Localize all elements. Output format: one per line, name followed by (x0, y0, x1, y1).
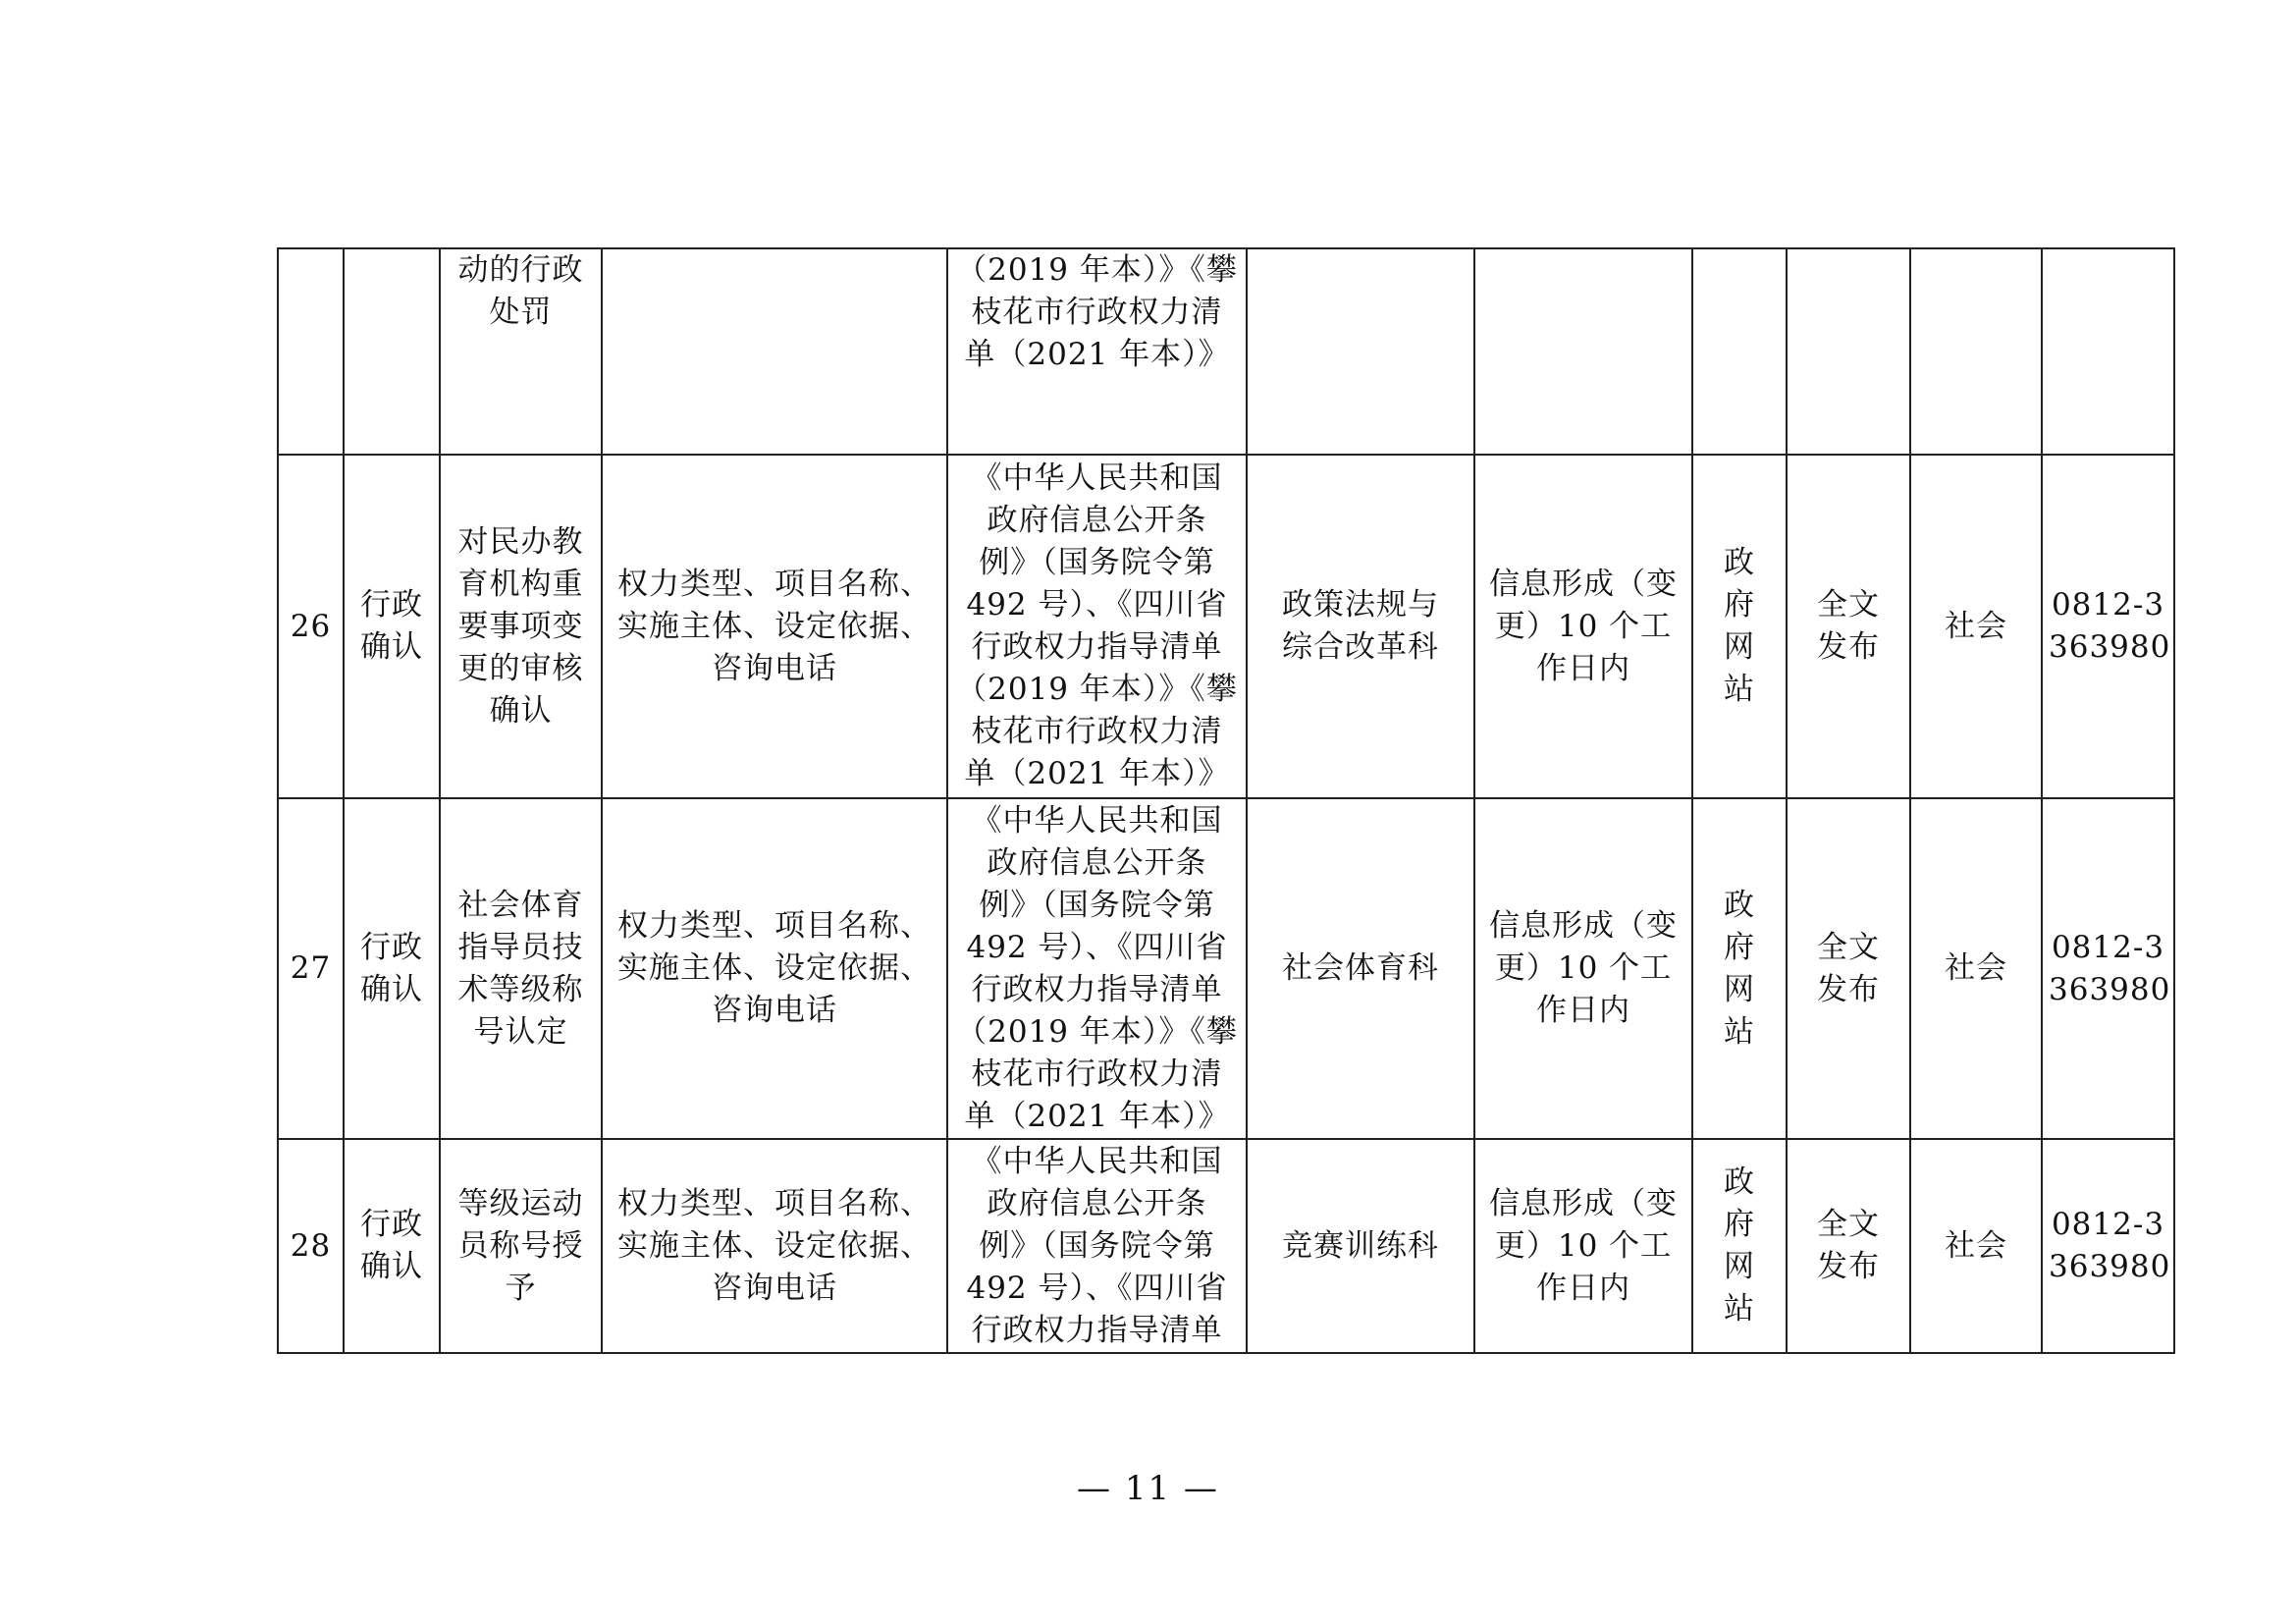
table-row-continued (278, 248, 2174, 455)
cell-channel (1692, 248, 1787, 455)
cell-phone: 0812-3 363980 (2042, 455, 2174, 798)
cell-channel: 政 府 网 站 (1692, 455, 1787, 798)
cell-category: 行政 确认 (344, 1139, 440, 1353)
cell-scope: 社会 (1910, 798, 2042, 1139)
cell-content: 权力类型、项目名称、 实施主体、设定依据、 咨询电话 (602, 1139, 947, 1353)
cell-no: 26 (278, 455, 344, 798)
cell-content: 权力类型、项目名称、 实施主体、设定依据、 咨询电话 (602, 455, 947, 798)
cell-time-limit: 信息形成（变 更）10 个工 作日内 (1474, 455, 1692, 798)
cell-time-limit (1474, 248, 1692, 455)
cell-department: 社会体育科 (1247, 798, 1474, 1139)
cell-method: 全文 发布 (1787, 1139, 1910, 1353)
disclosure-table (277, 247, 2175, 1354)
cell-method: 全文 发布 (1787, 455, 1910, 798)
table-row (278, 455, 2174, 798)
cell-item: 动的行政 处罚 (440, 248, 602, 455)
cell-basis: （2019 年本）》《攀 枝花市行政权力清 单（2021 年本）》 (947, 248, 1247, 455)
cell-scope: 社会 (1910, 455, 2042, 798)
cell-department (1247, 248, 1474, 455)
cell-basis: 《中华人民共和国 政府信息公开条 例》（国务院令第 492 号）、《四川省 行政权力指导清单 (947, 1139, 1247, 1353)
cell-method (1787, 248, 1910, 455)
cell-item: 等级运动 员称号授 予 (440, 1139, 602, 1353)
cell-time-limit: 信息形成（变 更）10 个工 作日内 (1474, 1139, 1692, 1353)
cell-item: 对民办教 育机构重 要事项变 更的审核 确认 (440, 455, 602, 798)
cell-scope: 社会 (1910, 1139, 2042, 1353)
cell-content: 权力类型、项目名称、 实施主体、设定依据、 咨询电话 (602, 798, 947, 1139)
cell-phone: 0812-3 363980 (2042, 798, 2174, 1139)
cell-channel: 政 府 网 站 (1692, 1139, 1787, 1353)
cell-no: 27 (278, 798, 344, 1139)
cell-item: 社会体育 指导员技 术等级称 号认定 (440, 798, 602, 1139)
cell-no: 28 (278, 1139, 344, 1353)
cell-phone (2042, 248, 2174, 455)
cell-category: 行政 确认 (344, 798, 440, 1139)
cell-department: 政策法规与 综合改革科 (1247, 455, 1474, 798)
cell-method: 全文 发布 (1787, 798, 1910, 1139)
cell-content (602, 248, 947, 455)
cell-department: 竞赛训练科 (1247, 1139, 1474, 1353)
cell-no (278, 248, 344, 455)
table-row (278, 1139, 2174, 1353)
cell-scope (1910, 248, 2042, 455)
cell-basis: 《中华人民共和国 政府信息公开条 例》（国务院令第 492 号）、《四川省 行政权力指导清单 （2019 年本）》《攀 枝花市行政权力清 单（2021 年本）》 (947, 798, 1247, 1139)
cell-phone: 0812-3 363980 (2042, 1139, 2174, 1353)
page-number: — 11 — (1077, 1469, 1219, 1508)
cell-time-limit: 信息形成（变 更）10 个工 作日内 (1474, 798, 1692, 1139)
cell-channel: 政 府 网 站 (1692, 798, 1787, 1139)
cell-basis: 《中华人民共和国 政府信息公开条 例》（国务院令第 492 号）、《四川省 行政权力指导清单 （2019 年本）》《攀 枝花市行政权力清 单（2021 年本）》 (947, 455, 1247, 798)
table-row (278, 798, 2174, 1139)
cell-category (344, 248, 440, 455)
cell-category: 行政 确认 (344, 455, 440, 798)
